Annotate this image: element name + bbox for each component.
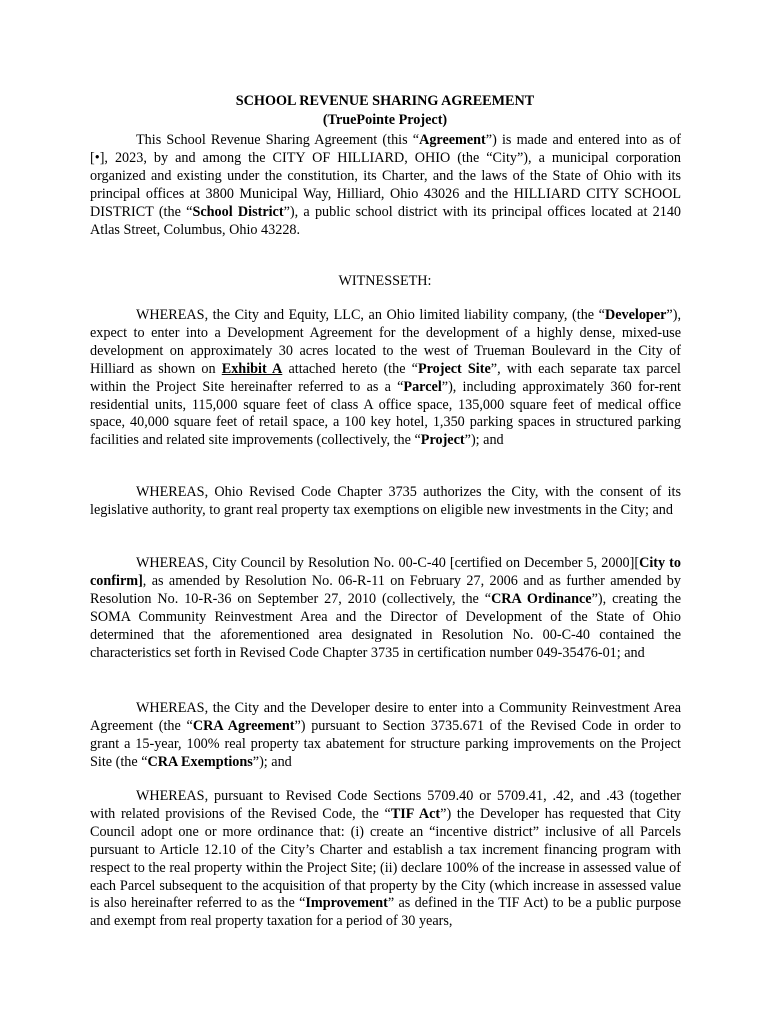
- whereas-paragraph-cra-agreement: WHEREAS, the City and the Developer desire to enter into a Community Reinvestment Area Agreement (the “CRA Agreement”) pursuant to Section 3735.671 of the Revised Code in order to grant a 15-year, 100% real property tax abatement for structure parking improvements on the Project Site (the “CRA Exemptions”); and: [90, 700, 681, 770]
- whereas-paragraph-tif-act: WHEREAS, pursuant to Revised Code Sections 5709.40 or 5709.41, .42, and .43 (together with related provisions of the Revised Code, the “TIF Act”) the Developer has requested that City Council adopt one or more ordinance that: (i) create an “incentive district” inclusive of all Parcels pursuant to Article 12.10 of the City’s Charter and establish a tax increment financing program with respect to the real property within the Project Site; (ii) declare 100% of the increase in assessed value of each Parcel subsequent to the acquisition of that property by the City (which increase in assessed value is also hereinafter referred to as the “Improvement” as defined in the TIF Act) to be a public purpose and exempt from real property taxation for a period of 30 years,: [90, 788, 681, 930]
- whereas-paragraph-cra-ordinance: WHEREAS, City Council by Resolution No. 00-C-40 [certified on December 5, 2000][City to confirm], as amended by Resolution No. 06-R-11 on February 27, 2006 and as further amended by Resolution No. 10-R-36 on September 27, 2010 (collectively, the “CRA Ordinance”), creating the SOMA Community Reinvestment Area and the Director of Development of the State of Ohio determined that the aforementioned area designated in Resolution No. 00-C-40 contained the characteristics set forth in Revised Code Chapter 3735 in certification number 049-35476-01; and: [90, 555, 682, 661]
- document-title: SCHOOL REVENUE SHARING AGREEMENT: [235, 93, 535, 109]
- document-subtitle: (TruePointe Project): [322, 112, 448, 128]
- whereas-paragraph-chapter-3735: WHEREAS, Ohio Revised Code Chapter 3735 authorizes the City, with the consent of its legislative authority, to grant real property tax exemptions on eligible new investments in the City; and: [90, 484, 681, 518]
- witnesseth-heading: WITNESSETH:: [338, 273, 432, 289]
- whereas-paragraph-developer: WHEREAS, the City and Equity, LLC, an Ohio limited liability company, (the “Developer”), expect to enter into a Development Agreement for the development of a highly dense, mixed-use development on approximately 30 acres located to the west of Trueman Boulevard in the City of Hilliard as shown on Exhibit A attached hereto (the “Project Site”, with each separate tax parcel within the Project Site hereinafter referred to as a “Parcel”), including approximately 360 for-rent residential units, 115,000 square feet of class A office space, 135,000 square feet of medical office space, 40,000 square feet of retail space, a 100 key hotel, 1,350 parking spaces in structured parking facilities and related site improvements (collectively, the “Project”); and: [90, 307, 681, 449]
- intro-paragraph: This School Revenue Sharing Agreement (this “Agreement”) is made and entered into as of [•], 2023, by and among the CITY OF HILLIARD, OHIO (the “City”), a municipal corporation organized and existing under the constitution, its Charter, and the laws of the State of Ohio with its principal offices at 3800 Municipal Way, Hilliard, Ohio 43026 and the HILLIARD CITY SCHOOL DISTRICT (the “School District”), a public school district with its principal offices located at 2140 Atlas Street, Columbus, Ohio 43228.: [90, 132, 682, 238]
